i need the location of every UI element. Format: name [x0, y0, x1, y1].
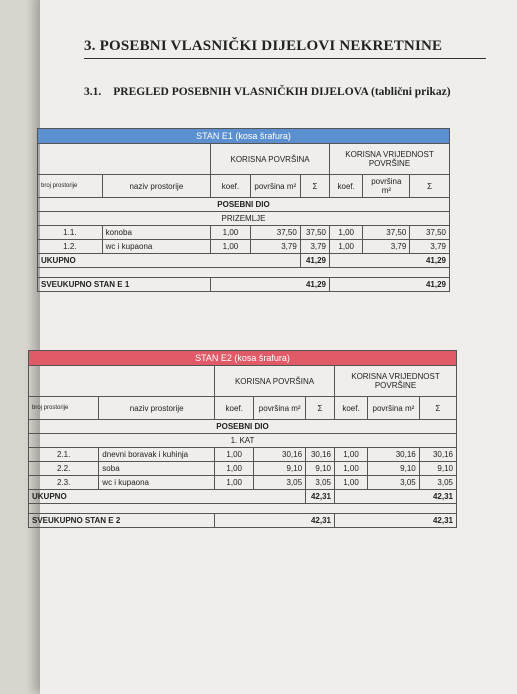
col-vsigma: Σ — [419, 397, 456, 420]
table-row: 2.3. wc i kupaona 1,00 3,05 3,05 1,00 3,05 3,05 — [29, 476, 457, 490]
col-naziv: naziv prostorije — [102, 175, 210, 198]
table-row: 1.2. wc i kupaona 1,00 3,79 3,79 1,00 3,79 3,79 — [38, 240, 450, 254]
sveukupno-value: 41,29 — [211, 278, 330, 292]
ukupno-label: UKUPNO — [38, 254, 301, 268]
col-sigma: Σ — [300, 175, 329, 198]
vrijednost-header: KORISNA VRIJEDNOST POVRŠINE — [334, 366, 456, 397]
section-title: 3. POSEBNI VLASNIČKI DIJELOVI NEKRETNINE — [84, 38, 486, 59]
vrijednost-header: KORISNA VRIJEDNOST POVRŠINE — [330, 144, 450, 175]
col-koef: koef. — [215, 397, 254, 420]
floor-label: 1. KAT — [29, 434, 457, 448]
ukupno-vvalue: 41,29 — [330, 254, 450, 268]
col-povrsina: površina m² — [254, 397, 306, 420]
subsection-number: 3.1. — [84, 86, 102, 98]
col-koef: koef. — [211, 175, 251, 198]
col-vkoef: koef. — [330, 175, 363, 198]
table-row: 2.1. dnevni boravak i kuhinja 1,00 30,16 30,16 1,00 30,16 30,16 — [29, 448, 457, 462]
table-row: 2.2. soba 1,00 9,10 9,10 1,00 9,10 9,10 — [29, 462, 457, 476]
unit-e2-title: STAN E2 (kosa šrafura) — [29, 351, 457, 366]
sveukupno-vvalue: 41,29 — [330, 278, 450, 292]
posebni-dio: POSEBNI DIO — [38, 198, 450, 212]
col-povrsina: površina m² — [250, 175, 300, 198]
sveukupno-label: SVEUKUPNO STAN E 1 — [38, 278, 211, 292]
subsection-text: PREGLED POSEBNIH VLASNIČKIH DIJELOVA (tablični prikaz) — [113, 86, 451, 98]
korisna-header: KORISNA POVRŠINA — [211, 144, 330, 175]
document-page — [40, 0, 517, 694]
unit-e1-table — [37, 128, 450, 292]
col-vpovrsina: površina m² — [363, 175, 410, 198]
unit-e1-title: STAN E1 (kosa šrafura) — [38, 129, 450, 144]
ukupno-value: 41,29 — [300, 254, 329, 268]
col-vpovrsina: površina m² — [368, 397, 420, 420]
sveukupno-vvalue: 42,31 — [334, 514, 456, 528]
col-naziv: naziv prostorije — [99, 397, 215, 420]
posebni-dio: POSEBNI DIO — [29, 420, 457, 434]
unit-e2-table — [28, 350, 457, 528]
table-row: 1.1. konoba 1,00 37,50 37,50 1,00 37,50 37,50 — [38, 226, 450, 240]
col-vkoef: koef. — [334, 397, 367, 420]
ukupno-value: 42,31 — [306, 490, 335, 504]
col-broj: broj prostorije — [29, 397, 99, 420]
sveukupno-label: SVEUKUPNO STAN E 2 — [29, 514, 215, 528]
sveukupno-value: 42,31 — [215, 514, 335, 528]
col-sigma: Σ — [306, 397, 335, 420]
col-broj: broj prostorije — [38, 175, 103, 198]
ukupno-label: UKUPNO — [29, 490, 306, 504]
floor-label: PRIZEMLJE — [38, 212, 450, 226]
korisna-header: KORISNA POVRŠINA — [215, 366, 335, 397]
col-vsigma: Σ — [410, 175, 450, 198]
ukupno-vvalue: 42,31 — [334, 490, 456, 504]
subsection-title — [84, 86, 451, 98]
